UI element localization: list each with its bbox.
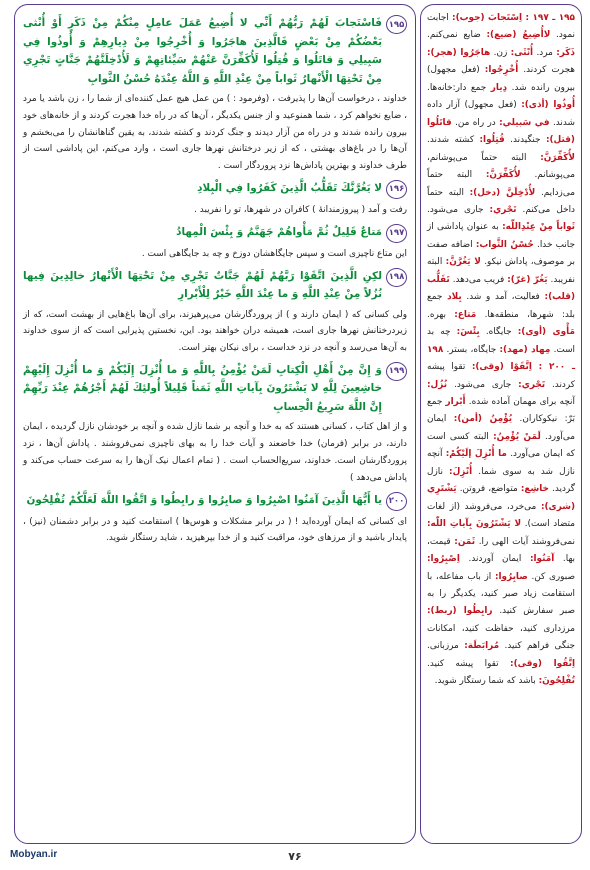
glossary-term: قُتِلُوا: <box>479 135 505 146</box>
glossary-panel <box>420 4 582 844</box>
verse-translation: خداوند ، درخواست آن‌ها را پذیرفت ، (وفرمود : ) من عمل هیچ عمل کننده‌ای از شما را ، زن باشد یا مرد ، ضایع نخواهم کرد ، شما همنوعید و از جنس یکدیگر ، آن‌ها که در راه خدا هجرت کردند و از خانه‌های خود بیرون رانده شدند و در راه من آزار دیدند و جنگ کردند و کشته شدند، به یقین گناهانشان را می‌بخشم و آن‌ها را در باغ‌های بهشتی ، که از زیر درختانش نهرها جاری است ، وارد می‌کنم، این پاداشی است از طرف خداوند و بهترین پاداش‌ها نزد پروردگار است . <box>23 94 407 172</box>
glossary-term: اِصْبِرُوا: <box>427 554 460 565</box>
page-number: ۷۶ <box>288 850 302 863</box>
verse-arabic-text: وَ إِنَّ مِنْ أَهْلِ الْكِتابِ لَمَنْ يُؤْمِنُ بِاللَّهِ وَ ما أُنْزِلَ إِلَيْكُمْ وَ ما أُنْزِلَ إِلَيْهِمْ خاشِعِينَ لِلَّهِ لا يَشْتَرُونَ بِآياتِ اللَّهِ ثَمَناً قَلِيلاً أُولئِكَ لَهُمْ أَجْرُهُمْ عِنْدَ رَبِّهِمْ إِنَّ اللَّهَ سَرِيعُ الْحِسابِ <box>23 363 382 413</box>
verses-container <box>15 5 415 843</box>
glossary-definition: تقوا پیشه کردند. <box>427 362 575 390</box>
glossary-definition: مرزداری کنید، حفاظت کنید، امکانات جنگی فراهم کنید. <box>427 623 575 652</box>
glossary-definition: ایمان آوردند. <box>468 554 522 565</box>
glossary-term: نُزُل: <box>427 379 448 390</box>
verse-arabic-text: مَتاعٌ قَلِيلٌ ثُمَّ مَأْواهُمْ جَهَنَّمُ وَ بِئْسَ الْمِهادُ <box>176 225 382 238</box>
glossary-definition: فعالیت، آمد و شد. <box>466 292 540 303</box>
glossary-term: لاأُضِيعُ (ضيع): <box>486 30 551 41</box>
glossary-term: ۱۹۵ ـ ۱۹۷ : اِسْتَجابَ (جوب): <box>452 13 575 23</box>
verse-1 <box>23 14 407 88</box>
glossary-term: رابِطُوا (ربط): <box>427 606 493 617</box>
verse-translation: ای کسانی که ایمان آورده‌اید ! ( در برابر مشکلات و هوس‌ها ) استقامت کنید و در برابر دشمنان (نیز) ، پایدار باشید و از مرزهای خود، مراقبت کنید و از خدا بپرهیزید ، شاید رستگار شوید. <box>23 516 407 544</box>
verse-arabic-text: لا يَغُرَّنَّكَ تَقَلُّبُ الَّذِينَ كَفَرُوا فِي الْبِلادِ <box>197 181 382 194</box>
glossary-definition: البته کسی است که ایمان می‌آورد. <box>427 431 575 460</box>
glossary-definition: در راه من. <box>455 117 496 128</box>
verse-arabic-text: يا أَيُّهَا الَّذِينَ آمَنُوا اصْبِرُوا وَ صابِرُوا وَ رابِطُوا وَ اتَّقُوا اللَّهَ لَعَلَّكُمْ تُفْلِحُونَ <box>26 493 382 506</box>
glossary-term: تَجْري: <box>489 204 517 215</box>
glossary-definition: نمی‌فروشند آیات الهی را. <box>478 536 575 547</box>
glossary-definition: از باب مفاعله، با استقامت زیاد صبر کنید، یکدیگر را به صبر سفارش کنید. <box>427 571 576 617</box>
verse-number-badge: ۱۹۹ <box>386 362 407 381</box>
glossary-definition: ایمان می‌آورد. <box>427 414 575 442</box>
glossary-term: أَبْرار <box>445 396 466 407</box>
glossary-term: أُخْرِجُوا: <box>484 65 519 76</box>
glossary-term: اِتَّقُوا (وقى): <box>510 658 575 669</box>
glossary-definition: البته حتماً می‌زدایم. <box>427 170 575 198</box>
verse-3 <box>23 223 407 243</box>
glossary-term: لا يَغُرَّنَّ: <box>445 257 481 268</box>
glossary-term: لا يَشْتَرُونَ بِآياتِ اللّٰه: <box>427 519 522 530</box>
glossary-term: لأُكَفِّرَنَّ: <box>540 152 576 163</box>
glossary-term: مَتاع: <box>454 309 477 320</box>
glossary-definition: البته حتماً داخل می‌کنم. <box>427 187 576 215</box>
verse-translation: ولی کسانی که ( ایمان دارند و ) از پروردگارشان می‌پرهیزند، برای آن‌ها باغ‌هایی از بهشت است، که از زیردرختانش نهرها جاری است، همیشه دران خواهند بود. این، نخستین پذیرایی است که از سوی خداوند به آن‌ها می‌رسد و آنچه در نزد خداست ، برای نیکان بهتر است. <box>23 309 407 354</box>
glossary-definition: صبوری کن. <box>531 571 575 582</box>
glossary-term: أُنْزِلَ: <box>449 466 473 477</box>
site-watermark: Mobyan.ir <box>10 849 58 860</box>
glossary-text <box>427 10 575 691</box>
glossary-term: ثَمَن: <box>454 536 476 547</box>
glossary-term: يُؤْمِنُ (أمن): <box>453 414 513 425</box>
verse-number-badge: ۱۹۷ <box>386 224 407 243</box>
glossary-definition: زن. <box>493 47 508 58</box>
verse-2 <box>23 179 407 199</box>
glossary-term: تُفْلِحُونَ: <box>538 676 575 687</box>
glossary-definition: به عنوان پاداشی از جانب خدا. <box>427 222 575 250</box>
glossary-definition: کشته شدند. <box>427 135 475 146</box>
glossary-definition: جمع بَرّ: نیکوکاران. <box>427 396 575 425</box>
glossary-term: ۱۹۸ ـ ۲۰۰ : اِتَّقَوْا (وقى): <box>427 344 576 373</box>
verse-number-badge: ۱۹۵ <box>386 15 407 34</box>
glossary-definition: مرزبانی. <box>427 641 459 652</box>
glossary-term: مِهاد (مهد): <box>499 344 551 355</box>
glossary-definition: تقوا پیشه کنید. <box>427 658 499 669</box>
glossary-term: لأُدْخِلَنَّ (دخل): <box>469 187 536 198</box>
glossary-definition: فریب می‌دهد. <box>452 274 505 285</box>
glossary-definition: اضافه صفت بر موصوف، پاداش نیکو. <box>427 239 575 268</box>
glossary-term: دِيار <box>490 82 508 93</box>
glossary-term: حُسْنُ الثَّواب: <box>475 239 534 250</box>
glossary-definition: اجابت نمود. <box>427 13 575 41</box>
verse-number-badge: ۲۰۰ <box>386 492 407 511</box>
glossary-term: يَشْتَرِي (شرى): <box>427 484 575 512</box>
verse-arabic-text: فَاسْتَجابَ لَهُمْ رَبُّهُمْ أَنِّي لا أُضِيعُ عَمَلَ عامِلٍ مِنْكُمْ مِنْ ذَكَرٍ أَوْ أُنْثى بَعْضُكُمْ مِنْ بَعْضٍ فَالَّذِينَ هاجَرُوا وَ أُخْرِجُوا مِنْ دِيارِهِمْ وَ أُوذُوا فِي سَبِيلِي وَ قاتَلُوا وَ قُتِلُوا لَأُكَفِّرَنَّ عَنْهُمْ سَيِّئاتِهِمْ وَ لَأُدْخِلَنَّهُمْ جَنَّاتٍ تَجْرِي مِنْ تَحْتِهَا الْأَنْهارُ ثَواباً مِنْ عِنْدِ اللَّهِ وَ اللَّهُ عِنْدَهُ حُسْنُ الثَّوابِ <box>23 17 382 85</box>
glossary-definition: می‌خرد، می‌فروشد (از لغات متضاد است). <box>427 501 575 530</box>
glossary-definition: چه بد است. <box>427 327 576 355</box>
glossary-definition: جایگاه. <box>485 327 512 338</box>
glossary-definition: جنگیدند. <box>510 135 541 146</box>
verse-number-badge: ۱۹۶ <box>386 180 407 199</box>
verse-translation: رفت و آمد ( پیروزمندانهٔ ) کافران در شهرها، تو را نفریبد . <box>194 204 407 215</box>
glossary-definition: البته حتماً می‌پوشانم، می‌پوشانم. <box>427 152 575 181</box>
verses-panel <box>14 4 416 844</box>
glossary-definition: جمع دار:خانه‌ها. <box>427 82 487 93</box>
glossary-term: في سَبيلي: <box>499 117 550 128</box>
glossary-definition: مرد. <box>536 47 553 58</box>
verse-5 <box>23 361 407 417</box>
glossary-definition: جمع بلد: شهرها، منطقه‌ها. <box>427 292 575 320</box>
glossary-definition: قیمت، بها. <box>427 536 576 565</box>
glossary-term: أُنْثَى: <box>510 47 534 58</box>
glossary-term: تَجْري: <box>518 379 546 390</box>
glossary-term: ما أُنْزِلَ إلَيْكُمْ: <box>445 449 507 460</box>
verse-4 <box>23 267 407 304</box>
verse-translation: و از اهل کتاب ، کسانی هستند که به خدا و آنچه بر شما نازل شده و آنچه بر خودشان نازل گردیده ، ایمان دارند، در برابر (فرمان) خدا خاضعند و آیات خدا را به بهای ناچیزی نمی‌فروشند . پاداش آن‌ها ، نزد پروردگارشان است. خداوند، سریع‌الحساب است . ( تمام اعمال نیک آن‌ها را به سرعت حساب می‌کند و پاداش می‌دهد ) <box>23 422 407 483</box>
glossary-term: بِلاد <box>447 292 462 303</box>
glossary-definition: ضایع نمی‌کنم. <box>427 30 481 41</box>
glossary-definition: هجرت کردند. <box>523 65 575 76</box>
glossary-term: آمَنُوا: <box>529 554 555 565</box>
glossary-definition: نازل گردید. <box>427 466 576 495</box>
glossary-definition: باشد که شما رستگار شوید. <box>434 676 536 687</box>
glossary-definition: جایگاه، بستر. <box>446 344 497 355</box>
glossary-term: صابِرُوا: <box>494 571 528 582</box>
glossary-term: بِئْسَ: <box>456 327 480 338</box>
glossary-definition: آنچه نازل شد به سوی شما. <box>427 449 575 477</box>
glossary-definition: بهره. <box>427 309 446 320</box>
glossary-definition: جاری می‌شود. <box>454 379 512 390</box>
glossary-term: خاشِع: <box>520 484 549 495</box>
glossary-definition: (فعل مجهول) بیرون رانده شد. <box>427 65 576 93</box>
verse-arabic-text: لكِنِ الَّذِينَ اتَّقَوْا رَبَّهُمْ لَهُمْ جَنَّاتٌ تَجْرِي مِنْ تَحْتِهَا الْأَنْهارُ خالِدِينَ فِيها نُزُلاً مِنْ عِنْدِ اللَّهِ وَ ما عِنْدَ اللَّهِ خَيْرٌ لِلْأَبْرارِ <box>23 269 382 301</box>
glossary-term: يَغُرّ (غرّ): <box>507 274 548 285</box>
glossary-definition: (فعل مجهول) آزار داده شدند. <box>427 100 575 128</box>
verse-6 <box>23 491 407 511</box>
glossary-definition: آنچه برای مهمان آماده شده. <box>468 396 575 407</box>
glossary-term: مُرابَطَة: <box>464 641 500 652</box>
glossary-term: هاجَرُوا (هجر): <box>427 47 491 58</box>
glossary-term: قاتَلُوا (قتل): <box>427 117 575 146</box>
glossary-definition: متواضع، فروتن. <box>459 484 518 495</box>
verse-translation: این متاع ناچیزی است و سپس جایگاهشان دوزخ و چه بد جایگاهی است . <box>141 248 407 259</box>
glossary-term: ذَكَر: <box>556 47 575 58</box>
verse-number-badge: ۱۹۸ <box>386 268 407 287</box>
glossary-term: ثَواباً مِنْ عِنْدِاللّٰه: <box>502 222 575 233</box>
glossary-term: لَمَنْ يُؤْمِنُ: <box>493 431 541 442</box>
glossary-term: لأُكَفِّرَنَّ: <box>485 170 521 181</box>
glossary-term: تَقَلُّب (قلب): <box>427 274 576 303</box>
glossary-term: مَأْوى (أوى): <box>517 327 575 338</box>
glossary-definition: البته نفریبد. <box>427 257 575 285</box>
glossary-term: أُوذُوا (أذى): <box>521 100 576 111</box>
glossary-definition: جاری می‌شود. <box>427 204 484 215</box>
